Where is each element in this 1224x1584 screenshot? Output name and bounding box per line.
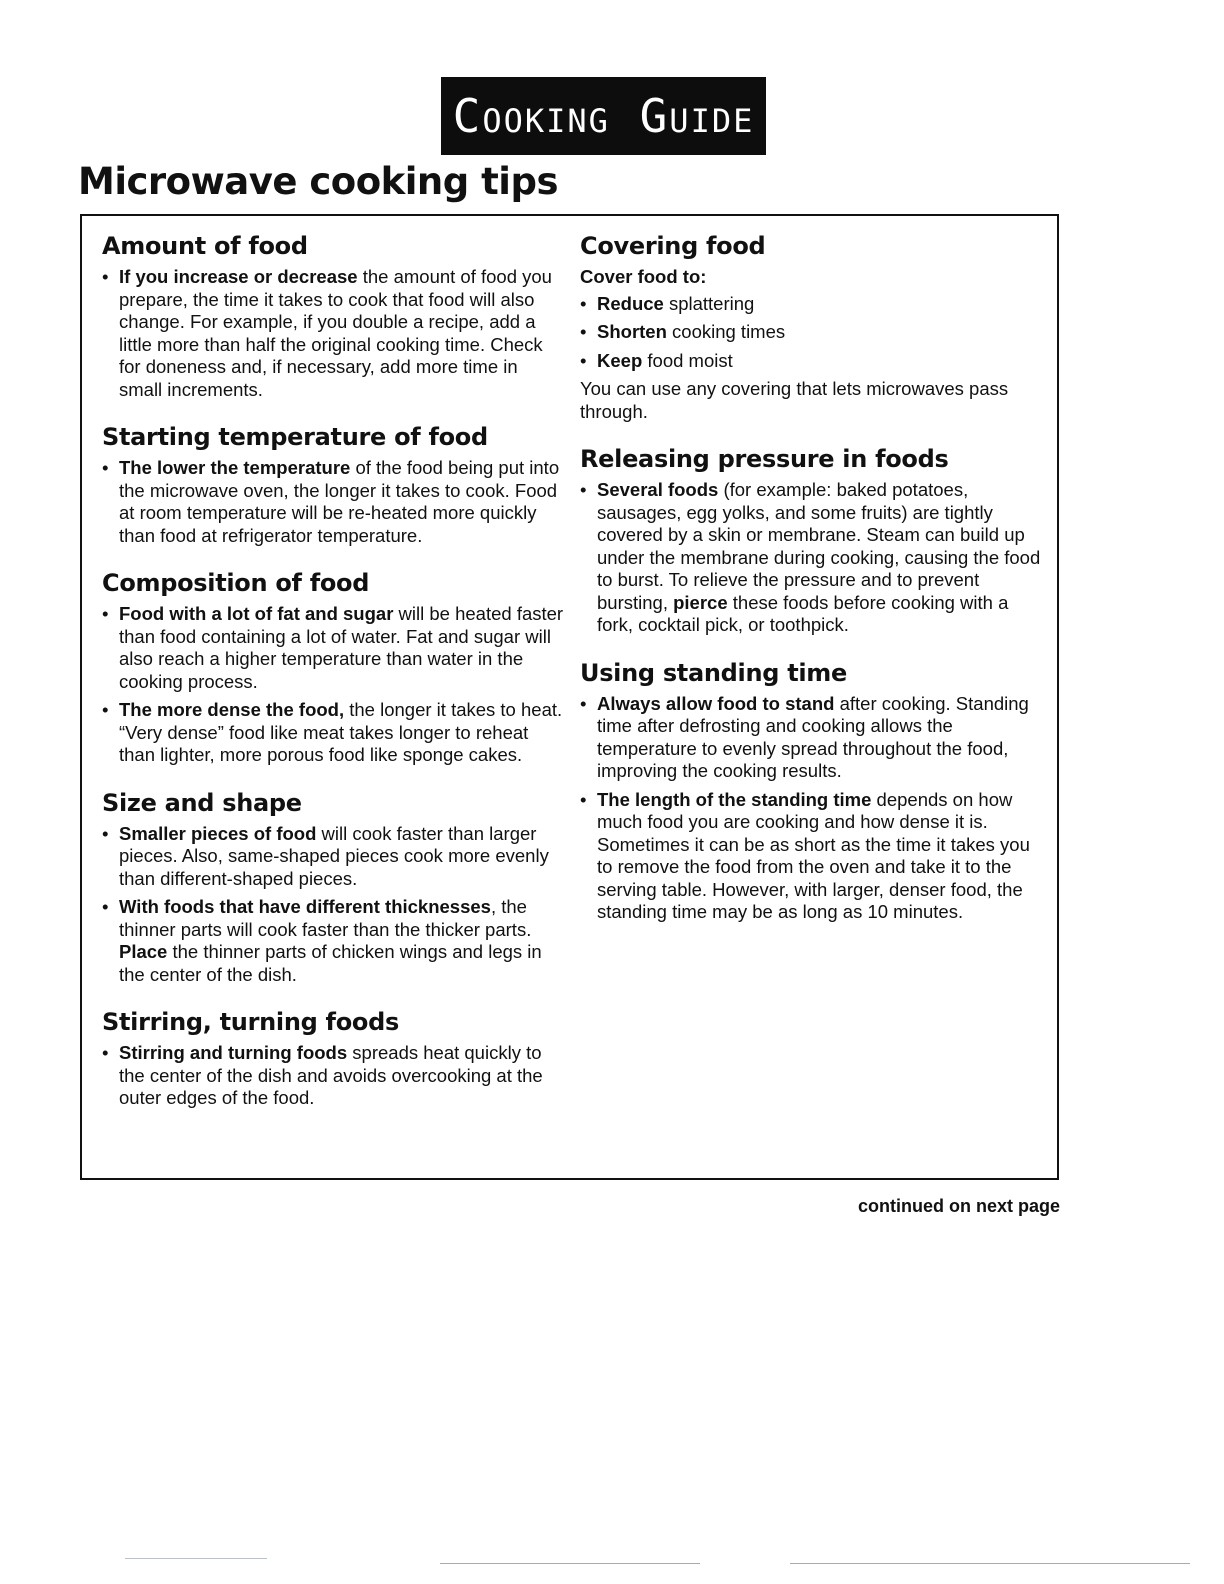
list-item: • Several foods (for example: baked potatoes, sausages, egg yolks, and some fruits) are tightly covered by a skin or membrane. Steam can build up under the membrane during cooking, causing the food to burst. To relieve the pressure and to prevent bursting, pierce these foods before cooking with a fork, cocktail pick, or toothpick. (580, 479, 1042, 637)
scan-divider (790, 1563, 1190, 1564)
scan-divider (440, 1563, 700, 1564)
section-heading: Starting temperature of food (102, 423, 488, 451)
section-intro: Cover food to: (580, 266, 707, 287)
section-note: You can use any covering that lets microwaves pass through. (580, 378, 1009, 422)
continued-note: continued on next page (857, 1196, 1060, 1216)
section-heading: Composition of food (102, 569, 370, 597)
section-composition-of-food (102, 569, 564, 767)
left-column (102, 232, 564, 1132)
page-title: Microwave cooking tips (78, 160, 558, 203)
list-item: • The lower the temperature of the food being put into the microwave oven, the longer it takes to cook. Food at room temperature will be re-heated more quickly than food at refrigerator temperature. (102, 457, 564, 547)
list-item: • Shorten cooking times (580, 321, 1042, 344)
list-item: • Stirring and turning foods spreads heat quickly to the center of the dish and avoids overcooking at the outer edges of the food. (102, 1042, 564, 1110)
list-item: • Food with a lot of fat and sugar will be heated faster than food containing a lot of water. Fat and sugar will also reach a higher temperature than water in the cooking process. (102, 603, 564, 693)
section-heading: Amount of food (102, 232, 308, 260)
scan-divider (125, 1558, 267, 1559)
section-heading: Stirring, turning foods (102, 1008, 399, 1036)
section-heading: Size and shape (102, 788, 302, 817)
list-item: • Always allow food to stand after cooking. Standing time after defrosting and cooking allows the temperature to evenly spread throughout the food, improving the cooking results. (580, 693, 1042, 783)
section-releasing-pressure (580, 445, 1042, 637)
list-item: • If you increase or decrease the amount of food you prepare, the time it takes to cook that food will also change. For example, if you double a recipe, add a little more than half the original cooking time. Check for doneness and, if necessary, add more time in small increments. (102, 266, 564, 401)
section-banner: Cooking Guide (441, 77, 766, 155)
section-heading: Covering food (580, 232, 766, 260)
list-item: • The length of the standing time depends on how much food you are cooking and how dense it is. Sometimes it can be as short as the time it takes you to remove the food from the oven and take it to the serving table. However, with larger, denser food, the standing time may be as long as 10 minutes. (580, 789, 1042, 924)
section-starting-temperature (102, 423, 564, 547)
right-column (580, 232, 1042, 946)
section-heading: Using standing time (580, 658, 847, 687)
section-size-and-shape (102, 789, 564, 987)
section-heading: Releasing pressure in foods (580, 445, 949, 473)
section-amount-of-food (102, 232, 564, 401)
list-item: • Reduce splattering (580, 293, 1042, 316)
list-item: • With foods that have different thicknesses, the thinner parts will cook faster than the thicker parts. Place the thinner parts of chicken wings and legs in the center of the dish. (102, 896, 564, 986)
section-standing-time (580, 659, 1042, 924)
section-covering-food (580, 232, 1042, 423)
list-item: • The more dense the food, the longer it takes to heat. “Very dense” food like meat takes longer to reheat than lighter, more porous food like sponge cakes. (102, 699, 564, 767)
section-stirring-turning (102, 1008, 564, 1110)
list-item: • Smaller pieces of food will cook faster than larger pieces. Also, same-shaped pieces cook more evenly than different-shaped pieces. (102, 823, 564, 891)
list-item: • Keep food moist (580, 350, 1042, 373)
